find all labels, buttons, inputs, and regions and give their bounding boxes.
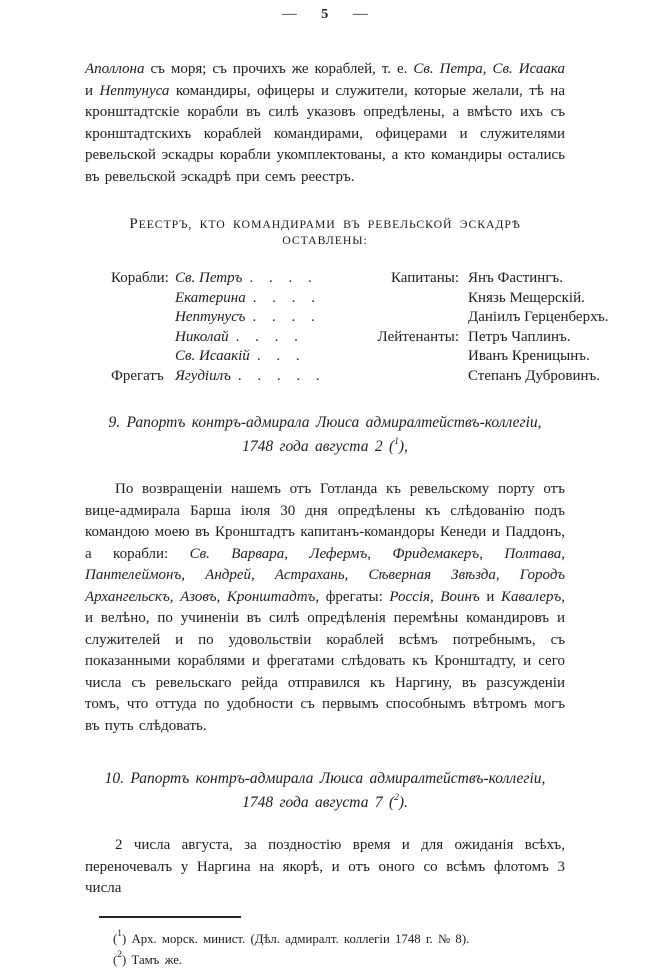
report9-heading-line1: 9. Рапортъ контръ-адмирала Люиса адмиралтействъ-коллегіи, (108, 414, 542, 431)
register-row (111, 328, 571, 349)
intro-paragraph: Аполлона съ моря; съ прочихъ же кораблей, т. е. Св. Петра, Св. Исаака и Нептунуса командиры, офицеры и служители, которые желали, тѣ на кронштадтскіе корабли въ силѣ указовъ опредѣлены, а вмѣсто ихъ съ кронштадтскихъ кораблей командирами, офицерами и служителями ревельской эскадры корабли укомплектованы, а кто командиры остались въ ревельской эскадрѣ при семъ реестръ. (85, 61, 565, 185)
dot-leader: . . . . . (237, 367, 321, 384)
ship-and-dots (175, 309, 357, 326)
report9-heading-line2: 1748 года августа 2 ($^1$), (242, 436, 408, 455)
report10-paragraph: 2 числа августа, за поздностію время и для ожиданія всѣхъ, переночевалъ у Наргина на якорѣ, и отъ оного со всѣмъ флотомъ 3 числа (85, 837, 565, 896)
ship-name: Екатерина (175, 289, 246, 306)
officer-name: Янъ Фастингъ. (468, 270, 563, 286)
ship-name: Ягудіилъ (175, 367, 231, 384)
register-row (111, 309, 609, 329)
ship-name: Николай (175, 328, 229, 345)
officer-name: Иванъ Креницынъ. (468, 348, 590, 364)
ship-and-dots (175, 290, 357, 307)
ship-column-label: Фрегатъ (111, 367, 164, 384)
report10-heading (85, 767, 565, 815)
report9-paragraph: По возвращеніи нашемъ отъ Готланда къ ревельскому порту отъ вице-адмирала Барша іюля 30 дня опредѣлены къ слѣдованію подъ командою моею въ Кронштадтъ капитанъ-командоры Кенеди и Паддонъ, а корабли: Св. Варвара, Лефермъ, Фридемакеръ, Полтава, Пантелеймонъ, Андрей, Астрахань, Сѣверная Звѣзда, Городъ Архангельскъ, Азовъ, Кронштадтъ, фрегаты: Россія, Воинъ и Кавалеръ, и велѣно, по учиненіи въ силѣ опредѣленія перемѣны командировъ и служителей и по удовольствіи кораблей всѣмъ потребнымъ, съ показанными кораблями и фрегатами слѣдовать къ Кронштадту, и сего числа съ ревельскаго рейда отправился къ Наргину, въ разсужденіи томъ, что оттуда по удобности съ первымъ способнымъ вѣтромъ могъ въ путь слѣдовать. (85, 481, 566, 734)
dot-leader: . . . . (235, 328, 299, 345)
register-row (111, 348, 590, 368)
report9-heading (85, 411, 565, 459)
register-row (111, 270, 565, 290)
ship-name: Св. Исаакій (175, 348, 250, 364)
ship-and-dots (175, 270, 357, 287)
officer-name: Петръ Чаплинъ. (468, 328, 571, 345)
footnotes (113, 929, 565, 971)
ship-name: Нептунусъ (175, 309, 246, 325)
dot-leader: . . . . (252, 289, 316, 306)
dot-leader: . . . (256, 348, 301, 364)
register-table (111, 270, 609, 387)
book-page (0, 6, 650, 967)
officer-name: Даніилъ Герценберхъ. (468, 309, 609, 325)
ship-column-label: Корабли: (111, 270, 169, 286)
report10-heading-line1: 10. Рапортъ контръ-адмирала Люиса адмиралтействъ-коллегіи, (104, 770, 546, 787)
page-content (0, 23, 650, 971)
ship-and-dots (175, 348, 357, 365)
footnote-1: ($^1$) Арх. морск. минист. (Дѣл. адмиралт. коллегіи 1748 г. № 8). (113, 929, 470, 946)
header-left-dash: — (281, 6, 298, 22)
ship-and-dots (175, 329, 357, 346)
page-number: 5 (321, 7, 329, 22)
header-right-dash: — (352, 6, 369, 22)
page-header (0, 6, 650, 23)
register-row (111, 367, 601, 388)
officer-name: Князь Мещерскій. (468, 289, 585, 306)
register-row (111, 289, 585, 310)
officer-column-label: Капитаны: (391, 270, 459, 286)
dot-leader: . . . . (252, 309, 316, 325)
footnote-2: ($^2$) Тамъ же. (113, 950, 183, 967)
dot-leader: . . . . (249, 270, 313, 286)
officer-name: Степанъ Дубровинъ. (468, 367, 601, 384)
footnote-divider (99, 916, 241, 918)
ship-and-dots (175, 368, 357, 385)
officer-column-label: Лейтенанты: (377, 328, 459, 345)
ship-name: Св. Петръ (175, 270, 243, 286)
register-heading: РЕЕСТРЪ, КТО КОМАНДИРАМИ ВЪ РЕВЕЛЬСКОЙ ЭСКАДРѢ ОСТАВЛЕНЫ: (129, 216, 521, 247)
report10-heading-line2: 1748 года августа 7 ($^2$). (242, 792, 408, 811)
